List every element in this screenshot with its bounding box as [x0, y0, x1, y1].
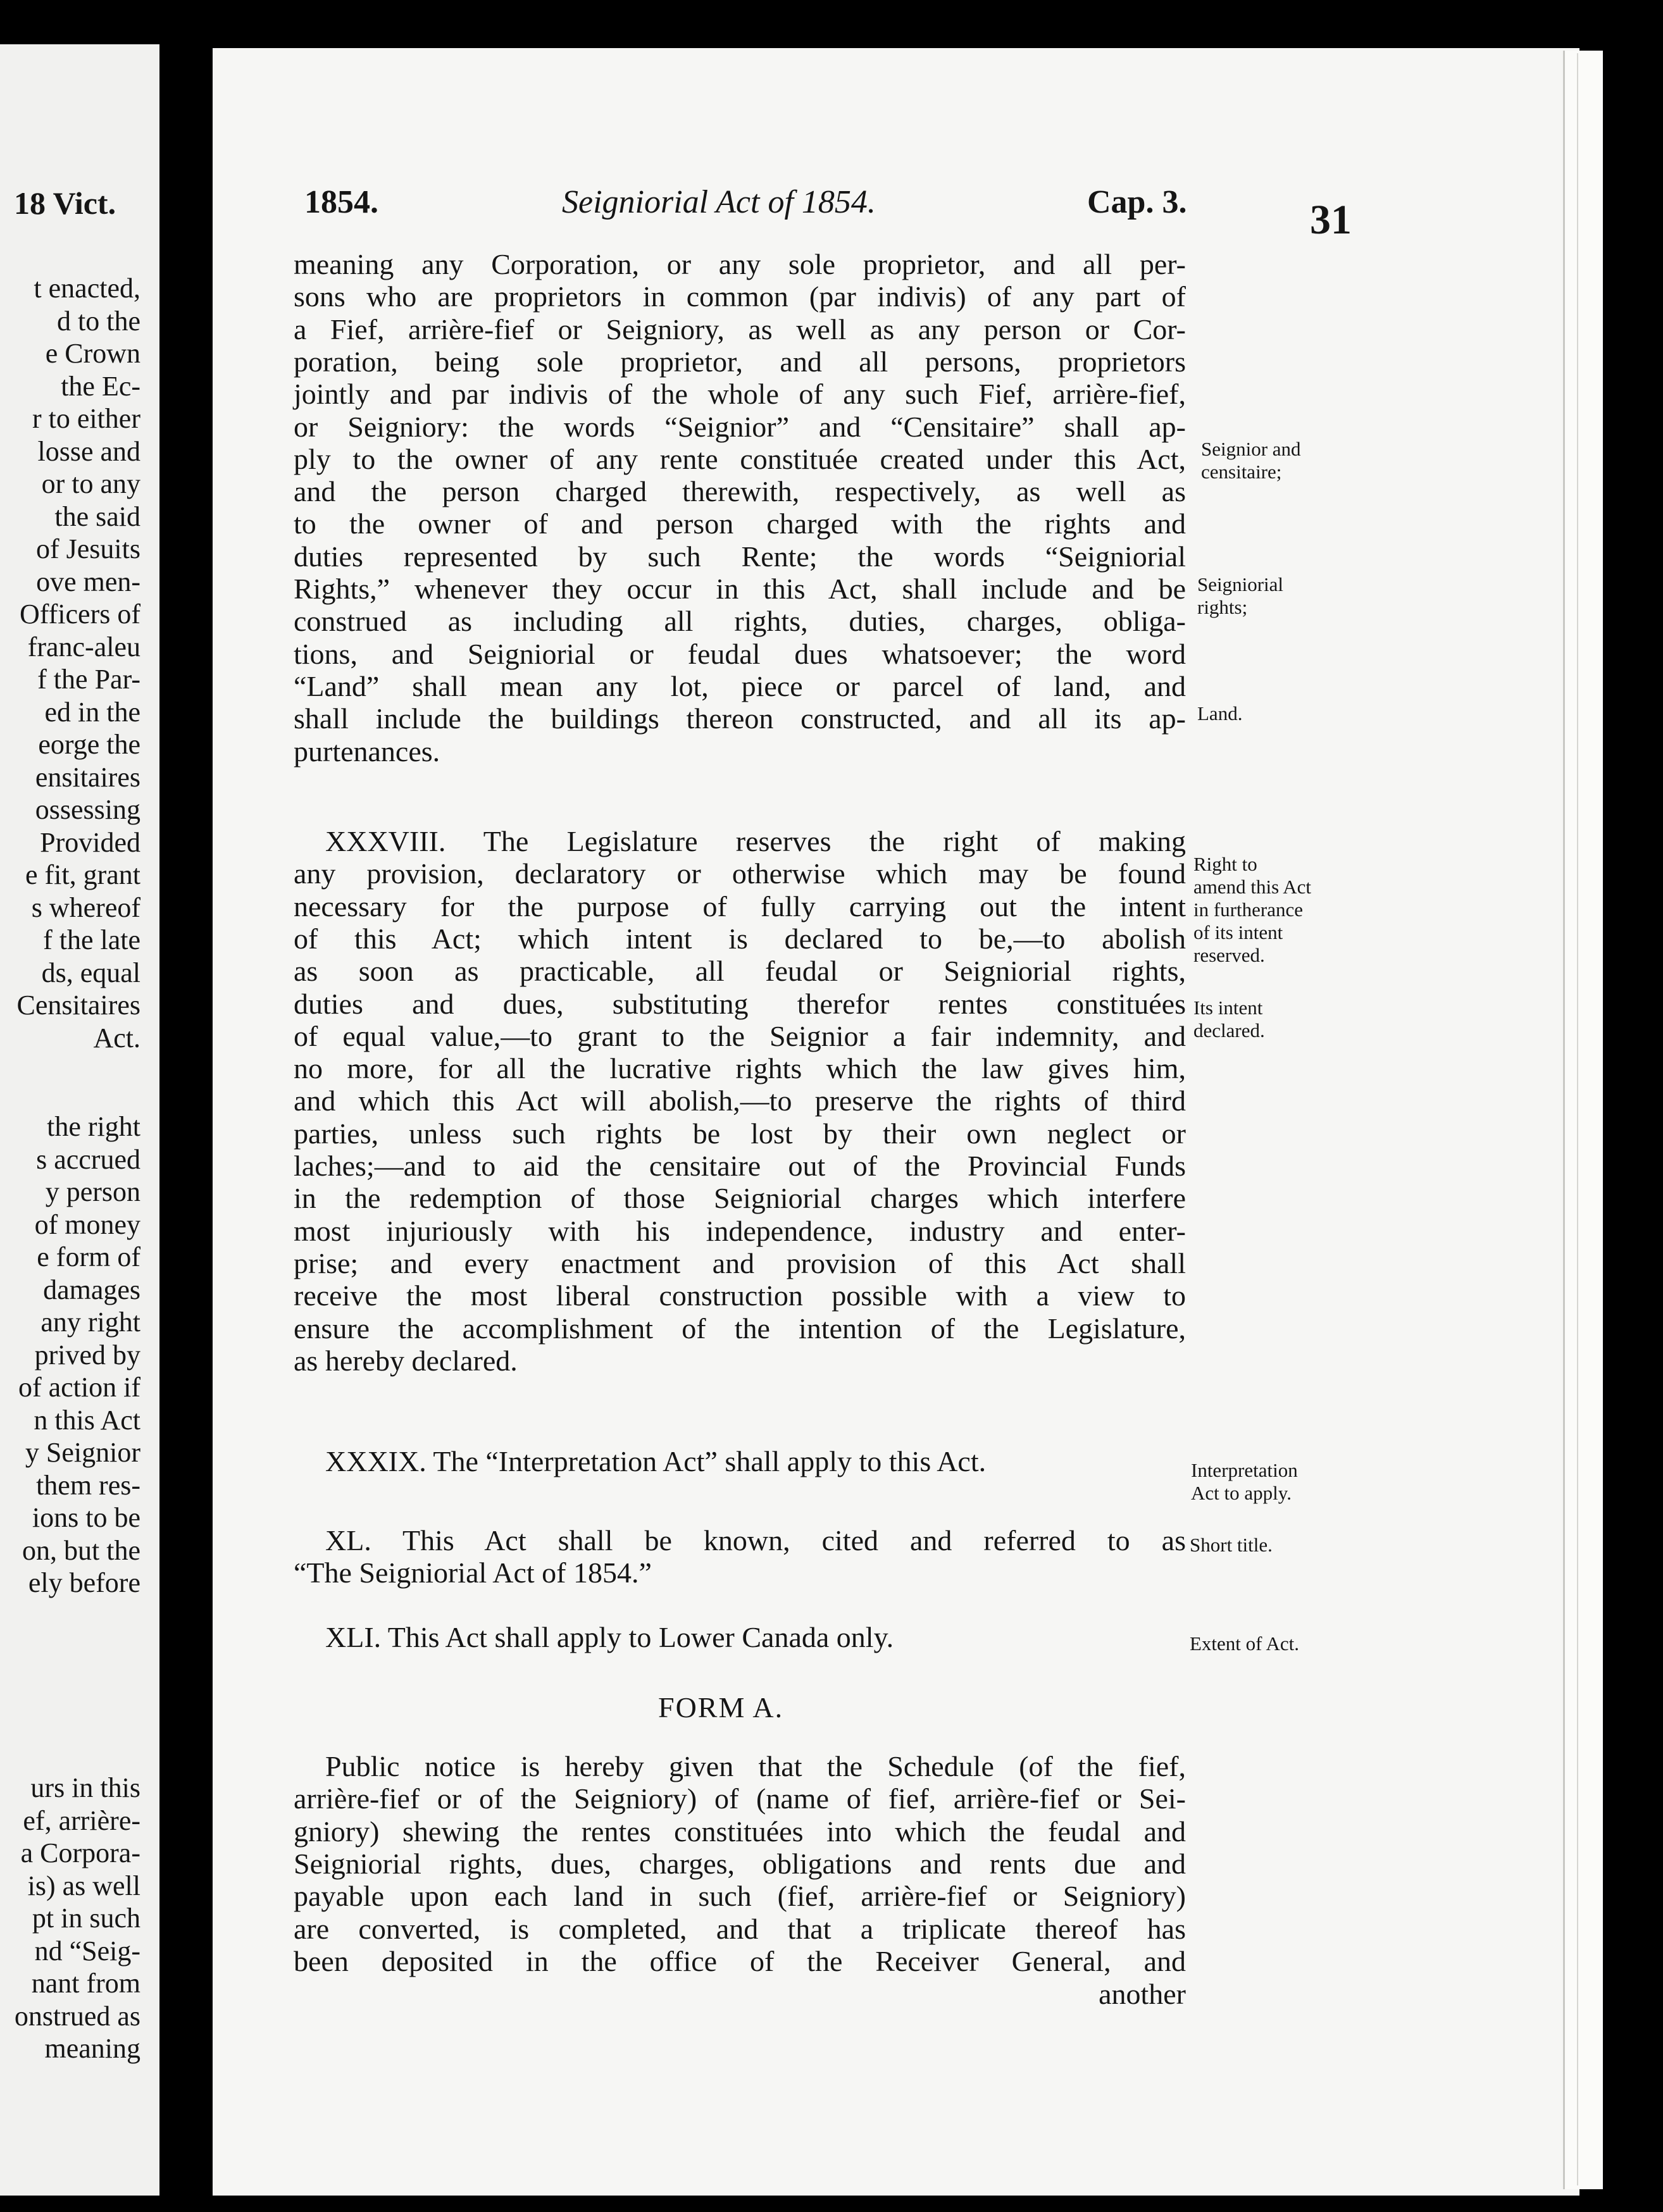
section-39-line: XXXIX. The “Interpretation Act” shall apply to this Act. [325, 1445, 987, 1477]
facing-page-line: d to the [57, 305, 140, 337]
section-38-line: and which this Act will abolish,—to preserve the rights of third [294, 1084, 1186, 1117]
catchword: another [1099, 1978, 1186, 2010]
facing-page-header: 18 Vict. [14, 185, 116, 221]
form-text-line: arrière-fief or of the Seigniory) of (name of fief, arrière-fief or Sei- [294, 1782, 1186, 1815]
margin-note-seigniorial-rights: rights; [1197, 596, 1248, 618]
margin-note-right-to-amend: of its intent [1193, 921, 1283, 943]
form-text-line: gniory) shewing the rentes constituées into which the feudal and [294, 1815, 1186, 1848]
section-38-line: laches;—and to aid the censitaire out of the Provincial Funds [294, 1150, 1186, 1182]
definitions-line: ply to the owner of any rente constituée created under this Act, [294, 442, 1186, 475]
facing-page-line: nd “Seig- [34, 1935, 140, 1967]
definitions-line: duties represented by such Rente; the words “Seigniorial [294, 540, 1186, 573]
facing-page-line: meaning [44, 2033, 140, 2064]
facing-page-line: ds, equal [41, 957, 140, 988]
facing-page-line: the right [47, 1111, 140, 1142]
definitions-line: or Seigniory: the words “Seignior” and “Censitaire” shall ap- [294, 410, 1186, 443]
facing-page-line: them res- [36, 1469, 140, 1501]
margin-note-seigniorial-rights: Seigniorial [1197, 573, 1284, 595]
facing-page-line: onstrued as [14, 2000, 140, 2032]
definitions-line: and the person charged therewith, respectively, as well as [294, 475, 1186, 508]
facing-page-line: the said [54, 500, 140, 532]
definitions-line: meaning any Corporation, or any sole proprietor, and all per- [294, 248, 1186, 280]
facing-page-line: ef, arrière- [23, 1805, 140, 1836]
form-text-line: been deposited in the office of the Receiver General, and [294, 1944, 1186, 1977]
section-40-line: “The Seigniorial Act of 1854.” [294, 1556, 652, 1589]
facing-page-line: Provided [40, 826, 140, 858]
facing-page-line: ensitaires [35, 761, 140, 793]
facing-page-line: y Seignior [25, 1437, 140, 1468]
facing-page-line: y person [45, 1176, 140, 1207]
form-heading: FORM A. [658, 1691, 784, 1724]
facing-page-line: ions to be [32, 1502, 140, 1533]
definitions-line: a Fief, arrière-fief or Seigniory, as well as any person or Cor- [294, 313, 1186, 345]
definitions-line: sons who are proprietors in common (par indivis) of any part of [294, 280, 1186, 313]
facing-page-line: of Jesuits [36, 533, 140, 564]
form-text-line: payable upon each land in such (fief, arrière-fief or Seigniory) [294, 1880, 1186, 1913]
margin-note-right-to-amend: amend this Act [1193, 876, 1311, 898]
facing-page-line: ed in the [44, 696, 140, 728]
facing-page-line: pt in such [32, 1903, 140, 1934]
page-edge-inner [1577, 53, 1604, 2185]
facing-page-line: damages [43, 1274, 140, 1305]
section-38-line: duties and dues, substituting therefor rentes constituées [294, 987, 1186, 1020]
facing-page-line: urs in this [30, 1772, 140, 1803]
facing-page-line: e fit, grant [25, 859, 140, 890]
form-text-line: Public notice is hereby given that the Schedule (of the fief, [325, 1750, 1186, 1782]
margin-note-land: Land. [1197, 702, 1243, 724]
facing-page-line: f the Par- [37, 664, 140, 695]
page-number: 31 [1310, 197, 1352, 243]
facing-page [0, 44, 159, 2196]
facing-page-line: t enacted, [34, 273, 140, 304]
facing-page-line: ossessing [35, 794, 140, 825]
definitions-line: construed as including all rights, duties, charges, obliga- [294, 605, 1186, 638]
facing-page-line: prived by [34, 1339, 140, 1370]
definitions-line: purtenances. [294, 735, 440, 767]
definitions-line: “Land” shall mean any lot, piece or parcel of land, and [294, 669, 1186, 702]
facing-page-line: e Crown [45, 338, 140, 369]
form-text-line: Seigniorial rights, dues, charges, obligations and rents due and [294, 1847, 1186, 1880]
facing-page-line: s accrued [36, 1143, 140, 1175]
facing-page-line: eorge the [38, 729, 140, 760]
facing-page-line: s whereof [31, 892, 140, 923]
section-38-line: most injuriously with his independence, industry and enter- [294, 1214, 1186, 1247]
form-text-line: are converted, is completed, and that a triplicate thereof has [294, 1912, 1186, 1945]
margin-note-intent-declared: Its intent [1193, 997, 1263, 1019]
margin-note-right-to-amend: in furtherance [1193, 898, 1303, 921]
margin-note-intent-declared: declared. [1193, 1019, 1265, 1041]
facing-page-line: a Corpora- [20, 1837, 140, 1868]
margin-note-right-to-amend: Right to [1193, 853, 1257, 875]
facing-page-line: of money [34, 1209, 140, 1240]
facing-page-line: on, but the [22, 1534, 140, 1566]
facing-page-line: ely before [28, 1567, 140, 1598]
facing-page-line: e form of [37, 1241, 140, 1272]
running-header-title: Seigniorial Act of 1854. [562, 184, 876, 220]
definitions-line: tions, and Seigniorial or feudal dues whatsoever; the word [294, 637, 1186, 670]
margin-note-seignior-censitaire: censitaire; [1201, 461, 1282, 483]
facing-page-line: Act. [93, 1022, 140, 1053]
facing-page-line: is) as well [27, 1870, 140, 1901]
margin-note-interpretation: Interpretation [1191, 1459, 1298, 1481]
margin-note-short-title: Short title. [1190, 1534, 1273, 1556]
facing-page-line: or to any [41, 468, 140, 499]
facing-page-line: ove men- [36, 566, 140, 597]
facing-page-line: franc-aleu [27, 631, 140, 662]
section-38-line: prise; and every enactment and provision of this Act shall [294, 1246, 1186, 1279]
section-41-line: XLI. This Act shall apply to Lower Canada only. [325, 1621, 894, 1653]
facing-page-line: Censitaires [16, 990, 140, 1021]
section-38-line: as soon as practicable, all feudal or Seigniorial rights, [294, 955, 1186, 988]
facing-page-line: losse and [37, 435, 140, 467]
margin-note-extent: Extent of Act. [1190, 1632, 1300, 1655]
section-38-line: in the redemption of those Seigniorial charges which interfere [294, 1182, 1186, 1215]
section-38-line: ensure the accomplishment of the intention of the Legislature, [294, 1312, 1186, 1345]
facing-page-line: of action if [18, 1372, 140, 1403]
section-38-line: any provision, declaratory or otherwise which may be found [294, 857, 1186, 890]
facing-page-line: r to either [32, 403, 140, 434]
section-38-line: of this Act; which intent is declared to be,—to abolish [294, 922, 1186, 955]
margin-note-interpretation: Act to apply. [1191, 1482, 1292, 1504]
section-38-line: parties, unless such rights be lost by their own neglect or [294, 1117, 1186, 1150]
section-38-line: of equal value,—to grant to the Seignior a fair indemnity, and [294, 1019, 1186, 1052]
definitions-line: jointly and par indivis of the whole of any such Fief, arrière-fief, [294, 378, 1186, 411]
running-header-year: 1854. [304, 184, 378, 220]
running-header-chapter: Cap. 3. [1087, 184, 1187, 220]
definitions-line: shall include the buildings thereon constructed, and all its ap- [294, 702, 1186, 735]
facing-page-line: any right [40, 1307, 140, 1338]
section-38-line: necessary for the purpose of fully carrying out the intent [294, 890, 1186, 923]
section-40-line: XL. This Act shall be known, cited and referred to as [325, 1524, 1186, 1556]
margin-note-right-to-amend: reserved. [1193, 944, 1265, 966]
section-38-line: XXXVIII. The Legislature reserves the right of making [325, 825, 1186, 857]
facing-page-line: nant from [31, 1968, 140, 1999]
section-38-line: no more, for all the lucrative rights which the law gives him, [294, 1052, 1186, 1085]
section-38-line: as hereby declared. [294, 1344, 518, 1377]
definitions-line: poration, being sole proprietor, and all persons, proprietors [294, 345, 1186, 378]
facing-page-line: Officers of [20, 599, 140, 630]
facing-page-line: f the late [43, 924, 140, 955]
definitions-line: to the owner of and person charged with the rights and [294, 507, 1186, 540]
margin-note-seignior-censitaire: Seignior and [1201, 438, 1301, 460]
facing-page-line: the Ec- [61, 370, 140, 402]
facing-page-line: n this Act [34, 1404, 140, 1436]
section-38-line: receive the most liberal construction possible with a view to [294, 1279, 1186, 1312]
definitions-line: Rights,” whenever they occur in this Act, shall include and be [294, 573, 1186, 605]
